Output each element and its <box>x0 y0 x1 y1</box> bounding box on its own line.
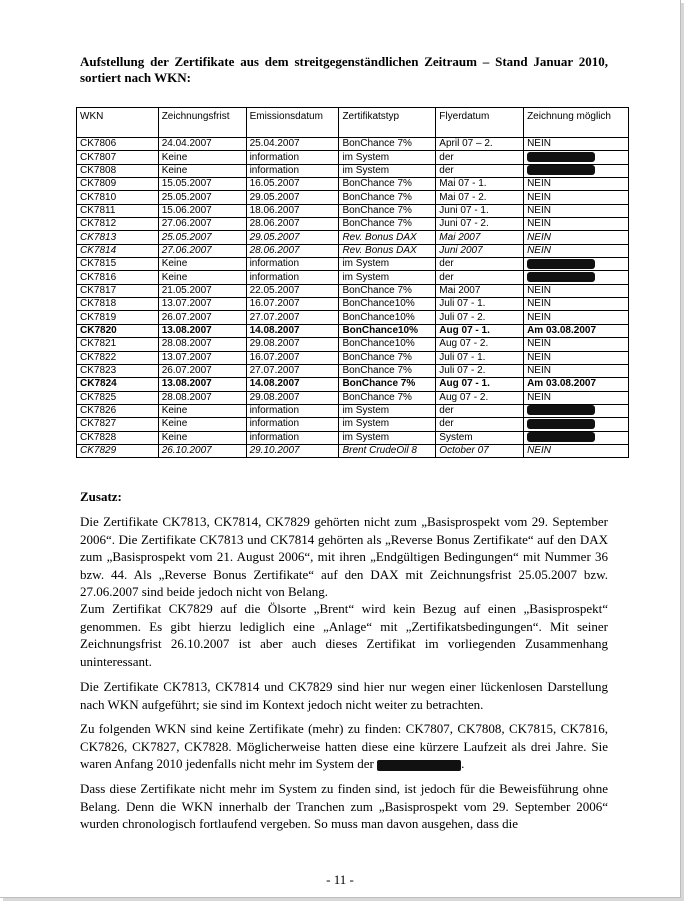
cell-flyerdatum: Aug 07 - 2. <box>436 338 524 351</box>
cell-zeichnung-moeglich: NEIN <box>524 218 629 231</box>
cell-zertifikatstyp: BonChance 7% <box>339 378 436 391</box>
cell-emissionsdatum: information <box>246 151 339 164</box>
table-row <box>77 218 629 231</box>
cell-wkn: CK7827 <box>77 418 159 431</box>
cell-zeichnungsfrist: 13.07.2007 <box>158 298 246 311</box>
cell-emissionsdatum: information <box>246 404 339 417</box>
cell-flyerdatum: Juli 07 - 1. <box>436 351 524 364</box>
cell-zeichnung-moeglich: NEIN <box>524 284 629 297</box>
cell-wkn: CK7829 <box>77 444 159 457</box>
cell-zertifikatstyp: BonChance 7% <box>339 178 436 191</box>
table-row <box>77 151 629 164</box>
cell-zeichnungsfrist: 27.06.2007 <box>158 244 246 257</box>
cell-flyerdatum: October 07 <box>436 444 524 457</box>
table-row <box>77 378 629 391</box>
paragraph-5: Dass diese Zertifikate nicht mehr im System zu finden sind, ist jedoch für die Beweisführung ohne Belang. Denn die WKN innerhalb der Tranchen zum „Basisprospekt vom 29. September 2006“ wurden chronologisch fortlaufend vergeben. So muss man davon ausgehen, dass die <box>80 781 608 831</box>
redaction-bar <box>527 405 595 415</box>
cell-zeichnung-moeglich: NEIN <box>524 191 629 204</box>
cell-wkn: CK7809 <box>77 178 159 191</box>
cell-zeichnungsfrist: Keine <box>158 151 246 164</box>
cell-zeichnung-moeglich: NEIN <box>524 364 629 377</box>
cell-wkn: CK7824 <box>77 378 159 391</box>
cell-wkn: CK7825 <box>77 391 159 404</box>
cell-zeichnungsfrist: 25.05.2007 <box>158 231 246 244</box>
page-number: - 11 - <box>326 872 354 887</box>
cell-zeichnungsfrist: 28.08.2007 <box>158 338 246 351</box>
paragraph-4-text: Zu folgenden WKN sind keine Zertifikate (mehr) zu finden: CK7807, CK7808, CK7815, CK7816, CK7826, CK7827, CK7828. Möglicherweise hatten diese eine kürzere Laufzeit als drei Jahre. Sie waren Anfang 2010 jedenfalls nicht mehr im System der <box>80 721 608 771</box>
table-row <box>77 351 629 364</box>
cell-zeichnung-moeglich: NEIN <box>524 178 629 191</box>
cell-wkn: CK7821 <box>77 338 159 351</box>
cell-flyerdatum: der <box>436 418 524 431</box>
cell-emissionsdatum: information <box>246 431 339 444</box>
cell-zeichnungsfrist: 24.04.2007 <box>158 138 246 151</box>
cell-flyerdatum: Juli 07 - 2. <box>436 364 524 377</box>
cell-emissionsdatum: 29.05.2007 <box>246 191 339 204</box>
cell-wkn: CK7820 <box>77 324 159 337</box>
redaction-bar <box>527 432 595 442</box>
cell-zertifikatstyp: Rev. Bonus DAX <box>339 244 436 257</box>
table-row <box>77 391 629 404</box>
cell-zeichnungsfrist: Keine <box>158 271 246 284</box>
cell-emissionsdatum: 22.05.2007 <box>246 284 339 297</box>
cell-zertifikatstyp: im System <box>339 164 436 177</box>
cell-emissionsdatum: 29.10.2007 <box>246 444 339 457</box>
cell-wkn: CK7810 <box>77 191 159 204</box>
redaction-bar <box>377 760 461 771</box>
zusatz-title: Zusatz: <box>80 489 122 504</box>
cell-wkn: CK7816 <box>77 271 159 284</box>
cell-wkn: CK7806 <box>77 138 159 151</box>
cell-zeichnung-moeglich: NEIN <box>524 444 629 457</box>
cell-zeichnungsfrist: Keine <box>158 164 246 177</box>
cell-wkn: CK7828 <box>77 431 159 444</box>
cell-zertifikatstyp: BonChance 7% <box>339 364 436 377</box>
cell-zertifikatstyp: BonChance 7% <box>339 284 436 297</box>
cell-flyerdatum: Mai 07 - 2. <box>436 191 524 204</box>
table-row <box>77 418 629 431</box>
cell-zeichnungsfrist: 15.06.2007 <box>158 204 246 217</box>
table-row <box>77 138 629 151</box>
cell-zeichnung-moeglich: NEIN <box>524 311 629 324</box>
cell-emissionsdatum: 16.07.2007 <box>246 351 339 364</box>
cell-zertifikatstyp: im System <box>339 431 436 444</box>
paragraph-4 <box>80 720 608 773</box>
cell-emissionsdatum: 29.08.2007 <box>246 338 339 351</box>
cell-zeichnungsfrist: Keine <box>158 404 246 417</box>
cell-wkn: CK7819 <box>77 311 159 324</box>
cell-zertifikatstyp: BonChance 7% <box>339 351 436 364</box>
cell-zeichnungsfrist: 13.07.2007 <box>158 351 246 364</box>
cell-flyerdatum: Mai 2007 <box>436 284 524 297</box>
redaction-bar <box>527 272 595 282</box>
cell-emissionsdatum: 29.05.2007 <box>246 231 339 244</box>
cell-wkn: CK7813 <box>77 231 159 244</box>
table-row <box>77 444 629 457</box>
header-zeichnungsfrist: Zeichnungsfrist <box>158 108 246 138</box>
cell-flyerdatum: Aug 07 - 1. <box>436 324 524 337</box>
cell-zertifikatstyp: Brent CrudeOil 8 <box>339 444 436 457</box>
cell-zeichnung-moeglich <box>524 271 629 284</box>
cell-zeichnung-moeglich <box>524 164 629 177</box>
cell-zeichnung-moeglich: NEIN <box>524 298 629 311</box>
cell-zertifikatstyp: im System <box>339 258 436 271</box>
cell-emissionsdatum: 27.07.2007 <box>246 364 339 377</box>
cell-emissionsdatum: 27.07.2007 <box>246 311 339 324</box>
cell-zeichnung-moeglich: NEIN <box>524 204 629 217</box>
cell-flyerdatum: Aug 07 - 1. <box>436 378 524 391</box>
cell-zeichnungsfrist: Keine <box>158 258 246 271</box>
cell-zeichnung-moeglich: NEIN <box>524 138 629 151</box>
cell-zeichnungsfrist: 27.06.2007 <box>158 218 246 231</box>
cell-emissionsdatum: information <box>246 164 339 177</box>
cell-flyerdatum: Juni 07 - 1. <box>436 204 524 217</box>
header-zeichnung-moeglich: Zeichnung möglich <box>524 108 629 138</box>
cell-zeichnungsfrist: Keine <box>158 418 246 431</box>
redaction-bar <box>527 259 595 269</box>
cell-flyerdatum: der <box>436 258 524 271</box>
table-row <box>77 271 629 284</box>
cell-zeichnungsfrist: 15.05.2007 <box>158 178 246 191</box>
cell-flyerdatum: Aug 07 - 2. <box>436 391 524 404</box>
header-zertifikatstyp: Zertifikatstyp <box>339 108 436 138</box>
cell-wkn: CK7815 <box>77 258 159 271</box>
header-flyerdatum: Flyerdatum <box>436 108 524 138</box>
cell-zertifikatstyp: BonChance 7% <box>339 218 436 231</box>
cell-emissionsdatum: 28.06.2007 <box>246 218 339 231</box>
cell-emissionsdatum: 16.05.2007 <box>246 178 339 191</box>
paragraph-4-end: . <box>461 756 465 771</box>
table-row <box>77 431 629 444</box>
certificate-table <box>76 107 629 458</box>
table-row <box>77 191 629 204</box>
cell-zeichnungsfrist: 21.05.2007 <box>158 284 246 297</box>
cell-zertifikatstyp: BonChance10% <box>339 338 436 351</box>
paragraph-1: Die Zertifikate CK7813, CK7814, CK7829 gehörten nicht zum „Basisprospekt vom 29. September 2006“. Die Zertifikate CK7813 und CK7814 gehörten als „Reverse Bonus Zertifikate“ auf den DAX zum „Basisprospekt vom 21. August 2006“, mit ihren „Endgültigen Bedingungen“ mit Nummer 36 bzw. 44. Als „Reverse Bonus Zertifikate“ auf den DAX mit Zeichnungsfrist 25.05.2007 bzw. 27.06.2007 sind beide jedoch nicht von Belang. <box>80 514 608 599</box>
paragraph-3: Die Zertifikate CK7813, CK7814 und CK7829 sind hier nur wegen einer lückenlosen Darstellung nach WKN aufgeführt; sie sind im Kontext jedoch nicht weiter zu betrachten. <box>80 679 608 712</box>
cell-emissionsdatum: 16.07.2007 <box>246 298 339 311</box>
cell-wkn: CK7818 <box>77 298 159 311</box>
cell-flyerdatum: der <box>436 271 524 284</box>
paragraph-2: Zum Zertifikat CK7829 auf die Ölsorte „Brent“ wird kein Bezug auf einen „Basisprospekt“ genommen. Es gibt hierzu lediglich eine „Anlage“ mit „Zertifikatsbedingungen“. Mit seiner Zeichnungsfrist 26.10.2007 ist aber auch dieses Zertifikat im vorliegenden Zusammenhang uninteressant. <box>80 601 608 669</box>
cell-zeichnungsfrist: 13.08.2007 <box>158 378 246 391</box>
cell-zeichnungsfrist: 26.10.2007 <box>158 444 246 457</box>
cell-zeichnung-moeglich <box>524 418 629 431</box>
cell-flyerdatum: April 07 – 2. <box>436 138 524 151</box>
cell-zertifikatstyp: BonChance 7% <box>339 204 436 217</box>
redaction-bar <box>527 152 595 162</box>
cell-emissionsdatum: information <box>246 418 339 431</box>
cell-wkn: CK7812 <box>77 218 159 231</box>
cell-zeichnungsfrist: 25.05.2007 <box>158 191 246 204</box>
cell-wkn: CK7811 <box>77 204 159 217</box>
page-heading: Aufstellung der Zertifikate aus dem streitgegenständlichen Zeitraum – Stand Januar 2010, sortiert nach WKN: <box>80 54 608 85</box>
cell-zeichnungsfrist: 28.08.2007 <box>158 391 246 404</box>
cell-emissionsdatum: information <box>246 271 339 284</box>
cell-flyerdatum: Juli 07 - 2. <box>436 311 524 324</box>
cell-zeichnung-moeglich: NEIN <box>524 391 629 404</box>
cell-emissionsdatum: 25.04.2007 <box>246 138 339 151</box>
cell-flyerdatum: Mai 2007 <box>436 231 524 244</box>
cell-emissionsdatum: 29.08.2007 <box>246 391 339 404</box>
cell-emissionsdatum: 28.06.2007 <box>246 244 339 257</box>
table-row <box>77 298 629 311</box>
cell-zertifikatstyp: BonChance10% <box>339 324 436 337</box>
cell-emissionsdatum: 14.08.2007 <box>246 378 339 391</box>
cell-zeichnungsfrist: 13.08.2007 <box>158 324 246 337</box>
table-row <box>77 164 629 177</box>
cell-zeichnung-moeglich <box>524 431 629 444</box>
cell-zertifikatstyp: BonChance10% <box>339 298 436 311</box>
cell-flyerdatum: System <box>436 431 524 444</box>
cell-zertifikatstyp: im System <box>339 418 436 431</box>
cell-wkn: CK7826 <box>77 404 159 417</box>
cell-zeichnung-moeglich: Am 03.08.2007 <box>524 324 629 337</box>
cell-wkn: CK7807 <box>77 151 159 164</box>
certificate-table-body <box>77 108 629 458</box>
cell-flyerdatum: der <box>436 151 524 164</box>
table-row <box>77 311 629 324</box>
cell-zeichnung-moeglich <box>524 404 629 417</box>
table-row <box>77 284 629 297</box>
table-row <box>77 364 629 377</box>
table-row <box>77 178 629 191</box>
table-row <box>77 338 629 351</box>
header-emissionsdatum: Emissionsdatum <box>246 108 339 138</box>
cell-flyerdatum: Juni 07 - 2. <box>436 218 524 231</box>
cell-wkn: CK7823 <box>77 364 159 377</box>
cell-zertifikatstyp: BonChance10% <box>339 311 436 324</box>
cell-wkn: CK7814 <box>77 244 159 257</box>
cell-wkn: CK7817 <box>77 284 159 297</box>
redaction-bar <box>527 419 595 429</box>
cell-zertifikatstyp: BonChance 7% <box>339 191 436 204</box>
header-wkn: WKN <box>77 108 159 138</box>
table-row <box>77 404 629 417</box>
cell-zeichnung-moeglich: NEIN <box>524 231 629 244</box>
cell-emissionsdatum: 18.06.2007 <box>246 204 339 217</box>
cell-flyerdatum: der <box>436 404 524 417</box>
table-row <box>77 231 629 244</box>
cell-zeichnung-moeglich: NEIN <box>524 338 629 351</box>
table-row <box>77 204 629 217</box>
cell-zertifikatstyp: Rev. Bonus DAX <box>339 231 436 244</box>
cell-zertifikatstyp: BonChance 7% <box>339 391 436 404</box>
cell-zertifikatstyp: BonChance 7% <box>339 138 436 151</box>
cell-zeichnungsfrist: Keine <box>158 431 246 444</box>
cell-wkn: CK7808 <box>77 164 159 177</box>
cell-zeichnung-moeglich: NEIN <box>524 244 629 257</box>
cell-zertifikatstyp: im System <box>339 271 436 284</box>
table-row <box>77 258 629 271</box>
table-row <box>77 244 629 257</box>
table-row <box>77 324 629 337</box>
table-header-row <box>77 108 629 138</box>
cell-zeichnung-moeglich <box>524 258 629 271</box>
cell-emissionsdatum: 14.08.2007 <box>246 324 339 337</box>
cell-flyerdatum: Juli 07 - 1. <box>436 298 524 311</box>
cell-flyerdatum: Mai 07 - 1. <box>436 178 524 191</box>
cell-zertifikatstyp: im System <box>339 404 436 417</box>
cell-wkn: CK7822 <box>77 351 159 364</box>
cell-zeichnung-moeglich <box>524 151 629 164</box>
cell-zeichnungsfrist: 26.07.2007 <box>158 364 246 377</box>
cell-zeichnung-moeglich: NEIN <box>524 351 629 364</box>
cell-flyerdatum: der <box>436 164 524 177</box>
redaction-bar <box>527 165 595 175</box>
cell-zeichnung-moeglich: Am 03.08.2007 <box>524 378 629 391</box>
cell-zertifikatstyp: im System <box>339 151 436 164</box>
cell-emissionsdatum: information <box>246 258 339 271</box>
cell-zeichnungsfrist: 26.07.2007 <box>158 311 246 324</box>
cell-flyerdatum: Juni 2007 <box>436 244 524 257</box>
